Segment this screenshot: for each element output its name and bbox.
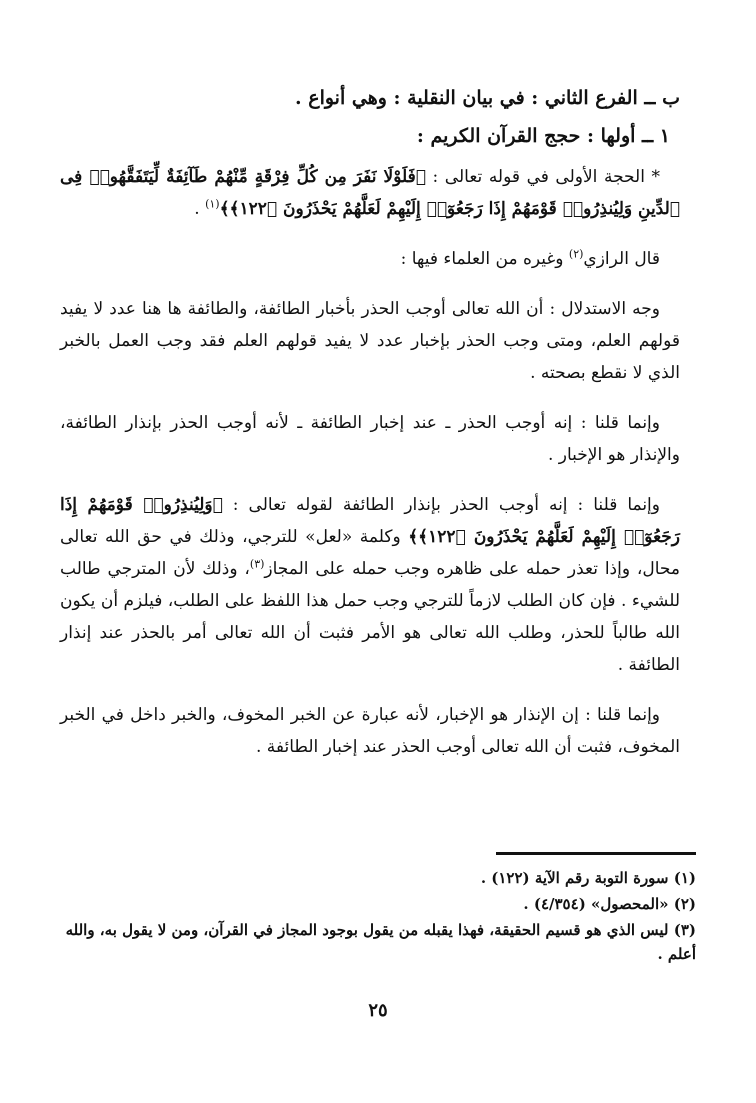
paragraph-tail: . — [194, 199, 206, 219]
paragraph-tail: وغيره من العلماء فيها : — [400, 249, 569, 269]
footnotes — [60, 866, 696, 968]
paragraph-inference: وجه الاستدلال : أن الله تعالى أوجب الحذر بأخبار الطائفة، والطائفة ها هنا عدد لا يفيد قولهم العلم، ومتى وجب الحذر بإخبار عدد لا يفيد قولهم العلم فقد وجب العمل بالخبر الذي لا نقطع بصحته . — [60, 299, 680, 383]
paragraph-first-proof — [60, 161, 680, 225]
footnote-ref: (١) — [205, 197, 220, 211]
footnote: (١) سورة التوبة رقم الآية (١٢٢) . — [480, 869, 696, 887]
section-heading: ب ــ الفرع الثاني : في بيان النقلية : وهي أنواع . — [295, 87, 680, 109]
paragraph-lead: قال الرازي — [583, 249, 660, 269]
quran-verse: ﴿فَلَوْلَا نَفَرَ مِن كُلِّ فِرْقَةٍ مِّنْهُمْ طَآئِفَةٌ لِّيَتَفَقَّهُوا۟ فِى ٱلدِّينِ وَلِيُنذِرُوا۟ قَوْمَهُمْ إِذَا رَجَعُوٓا۟ إِلَيْهِمْ لَعَلَّهُمْ يَحْذَرُونَ ﴿١٢٢﴾﴾ — [60, 167, 680, 219]
footnote-ref: (٢) — [568, 247, 584, 261]
footnote-divider — [496, 852, 696, 855]
subsection-heading: ١ ــ أولها : حجج القرآن الكريم : — [416, 125, 670, 147]
footnote: (٢) «المحصول» (٤/٣٥٤) . — [523, 895, 696, 913]
paragraph-tail: ، وذلك لأن المترجي طالب للشيء . فإن كان الطلب لازماً للترجي وجب حمل هذا اللفظ على الطلب، فيلزم أن يكون الله طالباً للحذر، وطلب الله تعالى هو الأمر فثبت أن الله تعالى أمر بالحذر عند إنذار الطائفة . — [60, 559, 680, 675]
paragraph-conclusion: وإنما قلنا : إن الإنذار هو الإخبار، لأنه عبارة عن الخبر المخوف، والخبر داخل في الخبر المخوف، فثبت أن الله تعالى أوجب الحذر عند إخبار الطائفة . — [60, 705, 680, 757]
page-body — [60, 80, 680, 763]
paragraph-warning: وإنما قلنا : إنه أوجب الحذر ـ عند إخبار الطائفة ـ لأنه أوجب الحذر بإنذار الطائفة، والإنذار هو الإخبار . — [60, 413, 680, 465]
quran-verse: ﴿وَلِيُنذِرُوا۟ قَوْمَهُمْ إِذَا رَجَعُوٓا۟ إِلَيْهِمْ لَعَلَّهُمْ يَحْذَرُونَ ﴿١٢٢﴾﴾ — [60, 495, 680, 547]
paragraph-lead: وإنما قلنا : إنه أوجب الحذر بإنذار الطائفة لقوله تعالى : — [222, 495, 660, 515]
paragraph-verse-argument — [60, 489, 680, 681]
page-number: ٢٥ — [368, 1000, 388, 1021]
footnote: (٣) ليس الذي هو قسيم الحقيقة، فهذا يقبله من يقول بوجود المجاز في القرآن، ومن لا يقول به، والله أعلم . — [65, 921, 696, 963]
paragraph-lead: * الحجة الأولى في قوله تعالى : — [425, 167, 660, 187]
paragraph-razi — [60, 243, 680, 275]
footnote-ref: (٣) — [249, 557, 265, 571]
paragraph-middle: وكلمة «لعل» للترجي، وذلك في حق الله تعالى محال، وإذا تعذر حمله على ظاهره وجب حمله على المجاز — [60, 527, 681, 579]
